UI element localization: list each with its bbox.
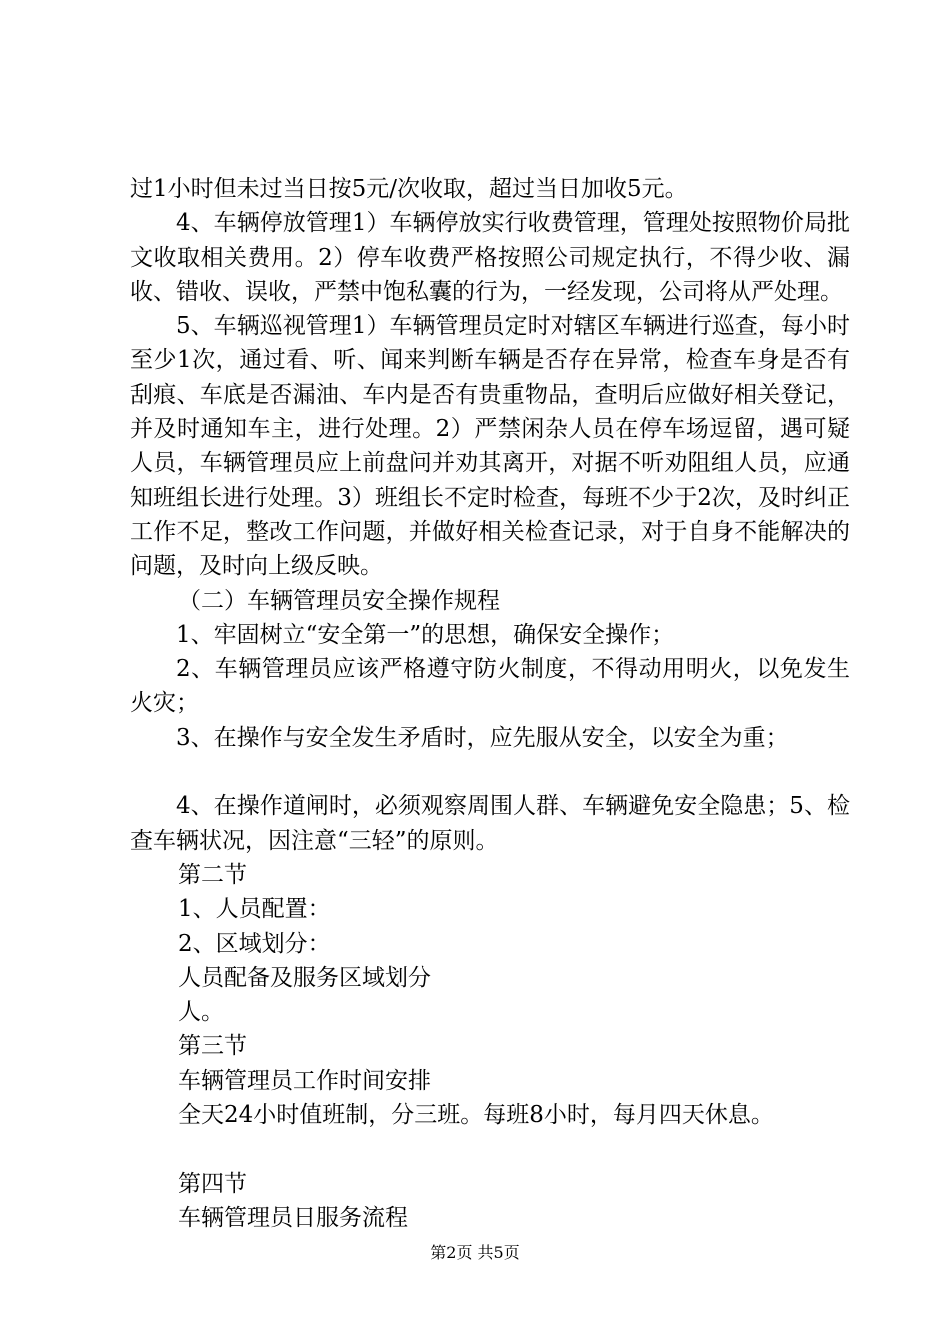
page-footer [0, 1242, 950, 1264]
item-area-division: 2、区域划分： [178, 930, 331, 957]
staffing-count: 人。 [178, 999, 224, 1026]
work-schedule-title: 车辆管理员工作时间安排 [178, 1067, 431, 1094]
paragraph-patrol-management: 5、车辆巡视管理1）车辆管理员定时对辖区车辆进行巡查，每小时至少1次，通过看、听、闻来判断车辆是否存在异常，检查车身是否有刮痕、车底是否漏油、车内是否有贵重物品，查明后应做好相关登记，并及时通知车主，进行处理。2）严禁闲杂人员在停车场逗留，遇可疑人员，车辆管理员应上前盘问并劝其离开，对据不听劝阻组人员，应通知班组长进行处理。3）班组长不定时检查，每班不少于2次，及时纠正工作不足，整改工作问题，并做好相关检查记录，对于自身不能解决的问题，及时向上级反映。 [130, 313, 850, 580]
section-heading-4: 第四节 [178, 1170, 247, 1197]
document-body [130, 172, 850, 1235]
work-schedule-detail: 全天24小时值班制，分三班。每班8小时，每月四天休息。 [178, 1102, 774, 1129]
section-heading-3: 第三节 [178, 1033, 247, 1060]
staffing-area-title: 人员配备及服务区域划分 [178, 964, 431, 991]
blank-line [130, 755, 850, 789]
daily-service-process-title: 车辆管理员日服务流程 [178, 1204, 408, 1231]
page-number-label: 第2页 共5页 [430, 1243, 520, 1262]
paragraph-safety-rule-3: 3、在操作与安全发生矛盾时，应先服从安全，以安全为重； [176, 724, 789, 751]
paragraph-fee-continuation: 过1小时但未过当日按5元/次收取，超过当日加收5元。 [130, 176, 688, 202]
paragraph-parking-management: 4、车辆停放管理1）车辆停放实行收费管理，管理处按照物价局批文收取相关费用。2）停车收费严格按照公司规定执行，不得少收、漏收、错收、误收，严禁中饱私囊的行为，一经发现，公司将从严处理。 [130, 210, 850, 305]
section-heading-safety-procedures: （二）车辆管理员安全操作规程 [178, 587, 500, 614]
item-staffing: 1、人员配置： [178, 896, 331, 923]
section-heading-2: 第二节 [178, 861, 247, 888]
blank-line [130, 1132, 850, 1166]
paragraph-safety-rule-1: 1、牢固树立“安全第一”的思想，确保安全操作； [176, 621, 675, 648]
paragraph-safety-rule-4-5: 4、在操作道闸时，必须观察周围人群、车辆避免安全隐患；5、检查车辆状况，因注意“三轻”的原则。 [130, 793, 850, 854]
paragraph-safety-rule-2: 2、车辆管理员应该严格遵守防火制度，不得动用明火，以免发生火灾； [130, 656, 850, 717]
